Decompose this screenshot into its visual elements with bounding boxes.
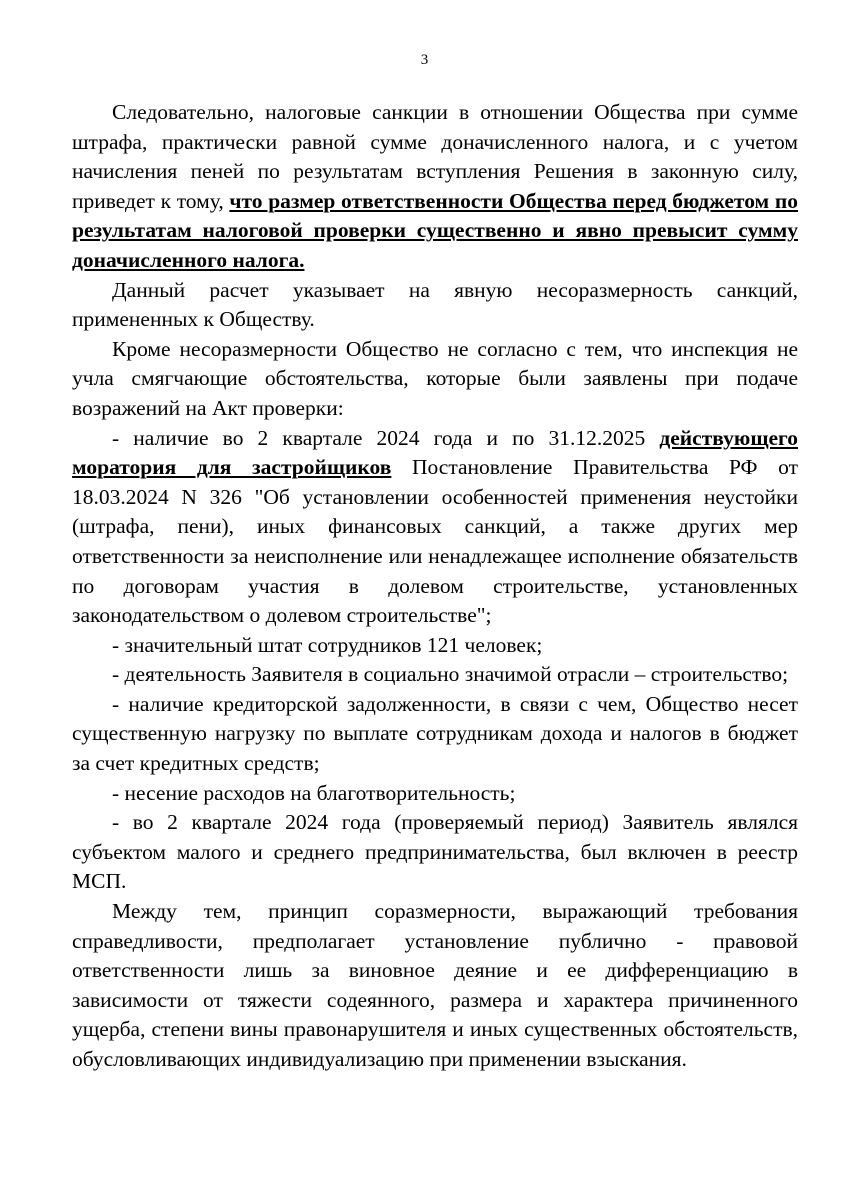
list-item-moratorium <box>72 424 798 631</box>
emphasized-text: действующего моратория для застройщиков <box>72 425 798 480</box>
list-item-text: - наличие во 2 квартале 2024 года и по 31.12.2025 <box>112 425 660 450</box>
paragraph-tax-sanctions <box>72 98 798 276</box>
paragraph-mitigating-circumstances: Кроме несоразмерности Общество не согласно с тем, что инспекция не учла смягчающие обстоятельства, которые были заявлены при подаче возражений на Акт проверки: <box>72 336 798 420</box>
document-body <box>72 98 798 1075</box>
page-number: 3 <box>420 52 429 68</box>
list-item-industry: - деятельность Заявителя в социально значимой отрасли – строительство; <box>112 662 789 687</box>
paragraph-disproportion: Данный расчет указывает на явную несоразмерность санкций, примененных к Обществу. <box>72 277 798 332</box>
emphasized-text: что размер ответственности Общества перед бюджетом по результатам налоговой проверки существенно и явно превысит сумму доначисленного налога. <box>72 188 798 272</box>
list-item-debt: - наличие кредиторской задолженности, в связи с чем, Общество несет существенную нагрузку по выплате сотрудникам дохода и налогов в бюджет за счет кредитных средств; <box>72 691 798 776</box>
list-item-text: Постановление Правительства РФ от 18.03.2024 N 326 "Об установлении особенностей применения неустойки (штрафа, пени), иных финансовых санкций, а также других мер ответственности за неисполнение или ненадлежащее исполнение обязательств по договорам участия в долевом строительстве, установленных законодательством о долевом строительстве"; <box>72 455 798 628</box>
list-item-sme-registry: - во 2 квартале 2024 года (проверяемый период) Заявитель являлся субъектом малого и среднего предпринимательства, был включен в реестр МСП. <box>72 810 798 894</box>
paragraph-text: Следовательно, налоговые санкции в отношении Общества при сумме штрафа, практически равной сумме доначисленного налога, и с учетом начисления пеней по результатам вступления Решения в законную силу, приведет к тому, <box>72 100 798 213</box>
paragraph-proportionality-principle: Между тем, принцип соразмерности, выражающий требования справедливости, предполагает установление публично - правовой ответственности лишь за виновное деяние и ее дифференциацию в зависимости от тяжести содеянного, размера и характера причиненного ущерба, степени вины правонарушителя и иных существенных обстоятельств, обусловливающих индивидуализацию при применении взыскания. <box>72 899 798 1071</box>
list-item-staff: - значительный штат сотрудников 121 человек; <box>112 632 543 657</box>
list-item-charity: - несение расходов на благотворительность; <box>112 780 516 805</box>
